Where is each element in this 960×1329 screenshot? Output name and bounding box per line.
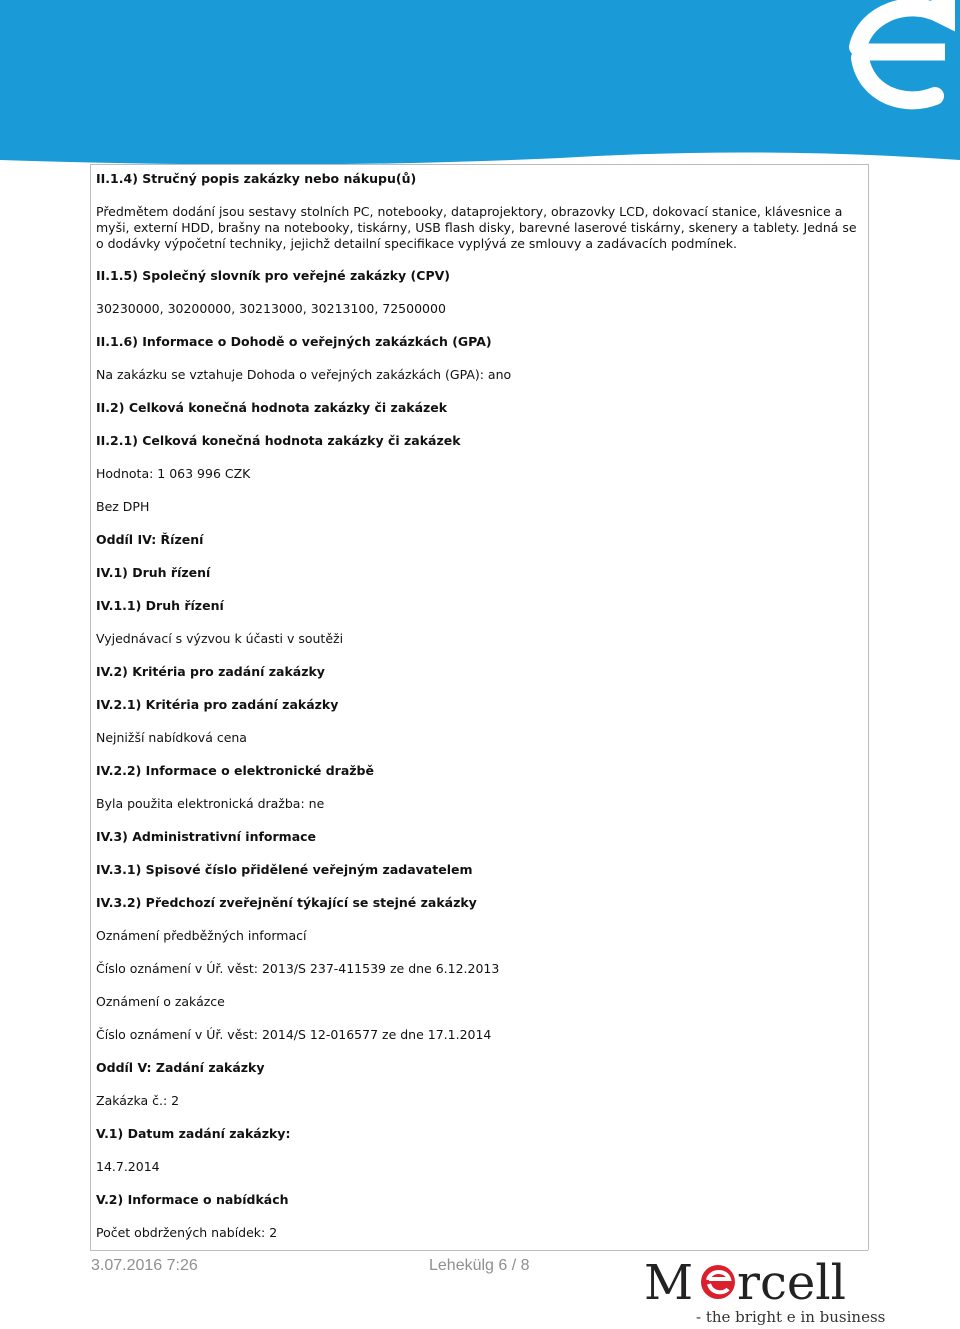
text-line: Hodnota: 1 063 996 CZK: [96, 466, 251, 481]
section-heading: IV.3) Administrativní informace: [96, 829, 317, 844]
section-heading: II.2) Celková konečná hodnota zakázky či zakázek: [96, 400, 448, 415]
text-line: Oznámení předběžných informací: [96, 928, 307, 943]
header-banner: [0, 0, 960, 165]
page-number: Lehekülg 6 / 8: [429, 1257, 530, 1274]
description-paragraph: Předmětem dodání jsou sestavy stolních PC, notebooky, dataprojektory, obrazovky LCD, dokovací stanice, klávesnice a myši, externí HDD, brašny na notebooky, tiskárny, USB flash disky, barevné laserové tiskárny, skenery a tablety. Jedná se o dodávky výpočetní techniky, jejichž detailní specifikace vyplývá ze smlouvy a zadávacích podmínek.: [96, 204, 857, 251]
section-heading: II.1.6) Informace o Dohodě o veřejných zakázkách (GPA): [96, 334, 492, 349]
section-heading: IV.2.1) Kritéria pro zadání zakázky: [96, 697, 339, 712]
svg-text:rcell: rcell: [737, 1255, 846, 1308]
section-heading: V.2) Informace o nabídkách: [96, 1192, 289, 1207]
text-line: Počet obdržených nabídek: 2: [96, 1225, 278, 1240]
text-line: 30230000, 30200000, 30213000, 30213100, 72500000: [96, 301, 446, 316]
text-line: Zakázka č.: 2: [96, 1093, 180, 1108]
content-frame-right: [868, 164, 869, 1250]
section-heading: IV.3.1) Spisové číslo přidělené veřejným zadavatelem: [96, 862, 473, 877]
section-heading: Oddíl V: Zadání zakázky: [96, 1060, 265, 1075]
section-heading: V.1) Datum zadání zakázky:: [96, 1126, 291, 1141]
text-line: Vyjednávací s výzvou k účasti v soutěži: [96, 631, 344, 646]
text-line: Bez DPH: [96, 499, 150, 514]
text-line: 14.7.2014: [96, 1159, 160, 1174]
text-line: Číslo oznámení v Úř. věst: 2014/S 12-016577 ze dne 17.1.2014: [96, 1027, 492, 1042]
section-heading: IV.1) Druh řízení: [96, 565, 211, 580]
section-heading: II.1.4) Stručný popis zakázky nebo nákupu(ů): [96, 171, 417, 186]
text-line: Nejnižší nabídková cena: [96, 730, 247, 745]
section-heading: Oddíl IV: Řízení: [96, 532, 204, 547]
section-heading: IV.2) Kritéria pro zadání zakázky: [96, 664, 325, 679]
print-datetime: 3.07.2016 7:26: [91, 1257, 198, 1274]
text-line: Na zakázku se vztahuje Dohoda o veřejných zakázkách (GPA): ano: [96, 367, 512, 382]
section-heading: IV.3.2) Předchozí zveřejnění týkající se stejné zakázky: [96, 895, 477, 910]
content-frame-top: [90, 164, 868, 165]
logo-tagline: - the bright e in business: [696, 1308, 886, 1326]
content-frame-left: [90, 164, 91, 1250]
content-frame-bottom: [90, 1250, 868, 1251]
mercell-logo: [640, 1252, 870, 1308]
text-line: Oznámení o zakázce: [96, 994, 225, 1009]
mercell-logo-wordmark: [644, 1255, 846, 1308]
text-line: Číslo oznámení v Úř. věst: 2013/S 237-411539 ze dne 6.12.2013: [96, 961, 500, 976]
text-line: Byla použita elektronická dražba: ne: [96, 796, 325, 811]
section-heading: IV.2.2) Informace o elektronické dražbě: [96, 763, 374, 778]
section-heading: II.2.1) Celková konečná hodnota zakázky či zakázek: [96, 433, 461, 448]
svg-text:M: M: [644, 1255, 694, 1308]
section-heading: II.1.5) Společný slovník pro veřejné zakázky (CPV): [96, 268, 450, 283]
section-heading: IV.1.1) Druh řízení: [96, 598, 224, 613]
